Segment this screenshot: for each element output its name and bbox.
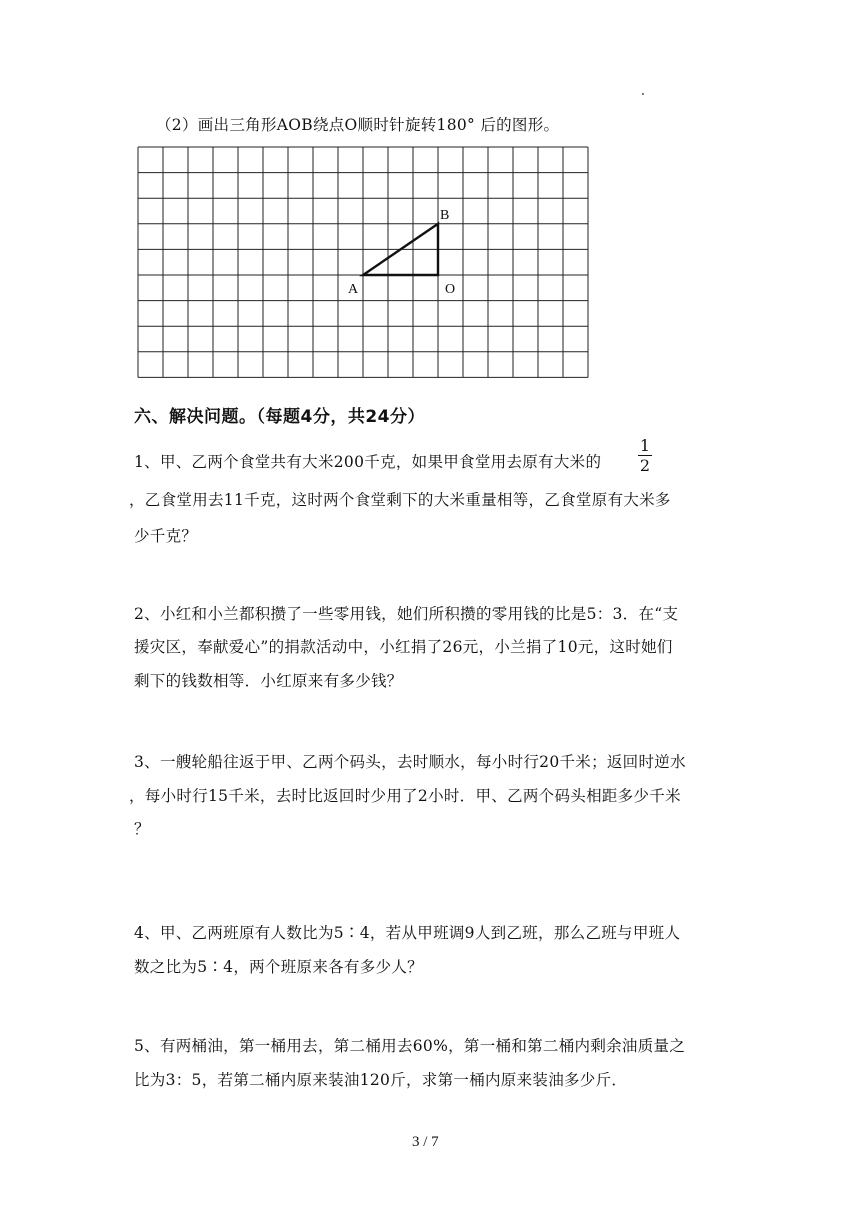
part2-instruction: （2）画出三角形AOB绕点O顺时针旋转180° 后的图形。 — [156, 116, 560, 134]
grid-lines — [138, 147, 588, 377]
q3-line1: 3、一艘轮船往返于甲、乙两个码头，去时顺水，每小时行20千米；返回时逆水 — [134, 753, 686, 771]
q1-line2: ，乙食堂用去11千克，这时两个食堂剩下的大米重量相等，乙食堂原有大米多 — [129, 491, 671, 509]
q4-line2: 数之比为5∶4，两个班原来各有多少人？ — [134, 958, 423, 976]
q1-line3: 少千克？ — [134, 527, 198, 545]
q2-line1: 2、小红和小兰都积攒了一些零用钱，她们所积攒的零用钱的比是5：3．在“支 — [134, 605, 679, 623]
q2-line2: 援灾区，奉献爱心”的捐款活动中，小红捐了26元，小兰捐了10元，这时她们 — [134, 638, 673, 656]
section6-heading: 六、解决问题。（每题4分，共24分） — [134, 407, 425, 427]
triangle-aob — [348, 208, 455, 297]
q1-fraction-denominator: 2 — [639, 456, 651, 475]
q2-line3: 剩下的钱数相等．小红原来有多少钱？ — [134, 672, 403, 690]
label-b: B — [440, 207, 450, 223]
q1-fraction — [638, 437, 652, 474]
rotation-grid — [0, 0, 868, 400]
label-o: O — [445, 282, 456, 297]
q4-line1: 4、甲、乙两班原有人数比为5∶4，若从甲班调9人到乙班，那么乙班与甲班人 — [134, 924, 681, 942]
q1-line1: 1、甲、乙两个食堂共有大米200千克，如果甲食堂用去原有大米的 — [134, 453, 602, 471]
q5-line2: 比为3：5，若第二桶内原来装油120斤，求第一桶内原来装油多少斤． — [134, 1071, 628, 1089]
q1-fraction-numerator: 1 — [639, 436, 651, 455]
q3-line2: ，每小时行15千米，去时比返回时少用了2小时．甲、乙两个码头相距多少千米 — [129, 787, 681, 805]
q3-line3: ？ — [134, 820, 150, 838]
page-number: 3 / 7 — [412, 1134, 439, 1150]
q5-line1: 5、有两桶油，第一桶用去，第二桶用去60%，第一桶和第二桶内剩余油质量之 — [134, 1037, 686, 1055]
label-a: A — [348, 282, 359, 297]
